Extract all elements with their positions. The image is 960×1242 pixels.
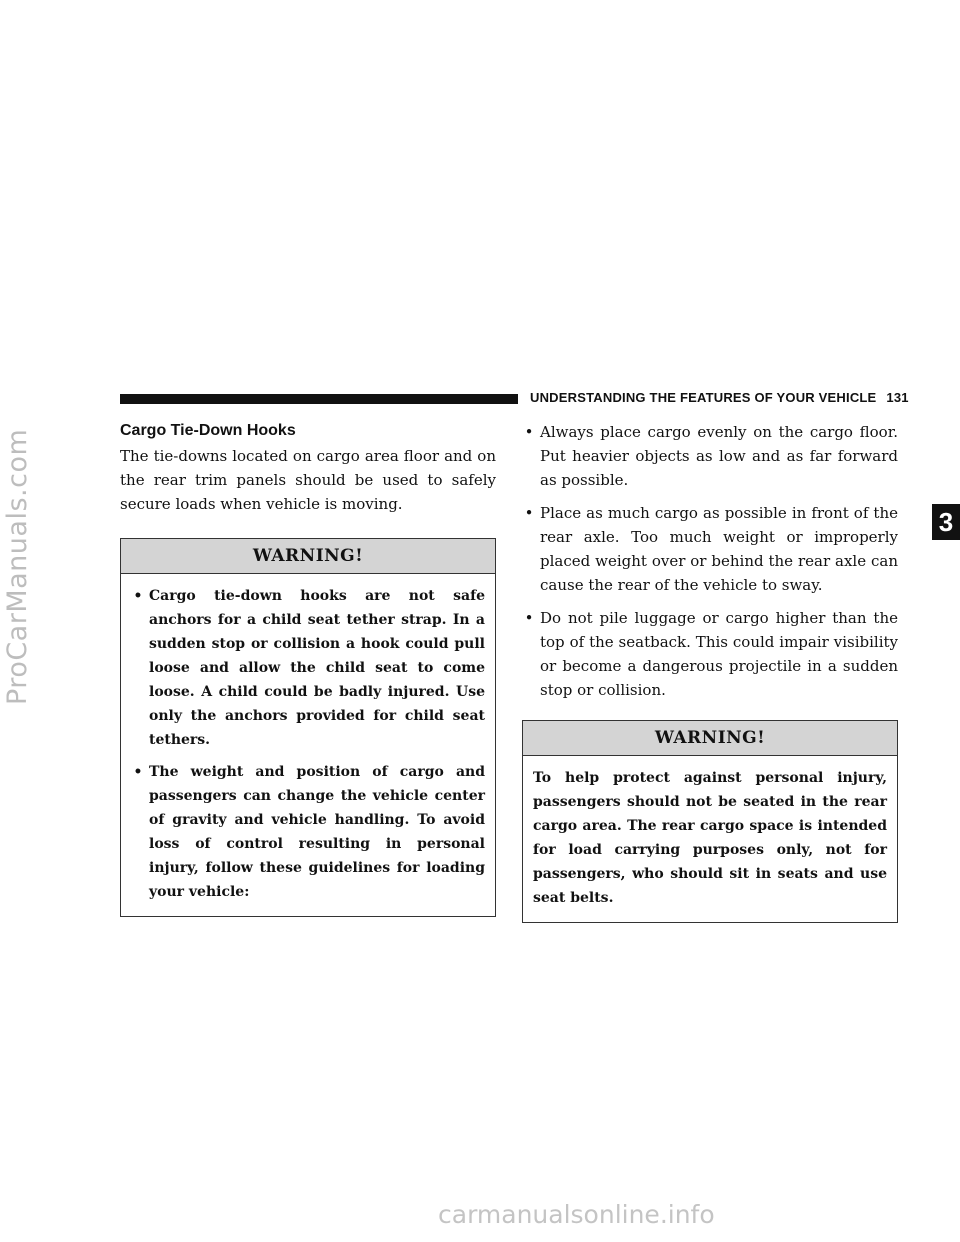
warning-heading: WARNING! [121,539,495,574]
warning-body [523,756,897,922]
intro-paragraph: The tie-downs located on cargo area floor and on the rear trim panels should be used to safely secure loads when vehicle is moving. [120,447,496,513]
guideline-list [522,420,898,702]
bullet: • [524,423,534,441]
running-header-title: UNDERSTANDING THE FEATURES OF YOUR VEHICLE [530,390,877,405]
list-item [522,606,898,702]
warning-list [131,584,485,904]
side-watermark-text: ProCarManuals.com [2,428,33,705]
bullet: • [524,609,534,627]
warning-box-left [120,538,496,917]
list-item-text: Do not pile luggage or cargo higher than the top of the seatback. This could impair visibility or become a dangerous projectile in a sudden stop or collision. [540,609,898,699]
bottom-watermark: carmanualsonline.info [438,1200,715,1229]
warning-heading: WARNING! [523,721,897,756]
list-item-text: Always place cargo evenly on the cargo floor. Put heavier objects as low and as far forward as possible. [540,423,898,489]
warning-text: To help protect against personal injury, passengers should not be seated in the rear cargo area. The rear cargo space is intended for load carrying purposes only, not for passengers, who should sit in seats and use seat belts. [533,770,887,906]
list-item-text: Cargo tie-down hooks are not safe anchors for a child seat tether strap. In a sudden stop or collision a hook could pull loose and allow the child seat to come loose. A child could be badly injured. Use only the anchors provided for child seat tethers. [149,588,485,748]
list-item [522,420,898,492]
list-item-text: The weight and position of cargo and passengers can change the vehicle center of gravity and vehicle handling. To avoid loss of control resulting in personal injury, follow these guidelines for loading your vehicle: [149,764,485,900]
header-rule [120,394,518,404]
list-item [522,501,898,597]
list-item [131,760,485,904]
list-item-text: Place as much cargo as possible in front of the rear axle. Too much weight or improperly placed weight over or behind the rear axle can cause the rear of the vehicle to sway. [540,504,898,594]
chapter-tab: 3 [932,504,960,540]
right-column [522,420,898,923]
bullet: • [524,504,534,522]
list-item [131,584,485,752]
warning-body [121,574,495,916]
section-title: Cargo Tie-Down Hooks [120,422,296,439]
running-header [530,390,909,405]
page-number: 131 [886,390,909,405]
bullet: • [133,588,143,604]
warning-box-right [522,720,898,923]
left-column [120,420,496,917]
bullet: • [133,764,143,780]
